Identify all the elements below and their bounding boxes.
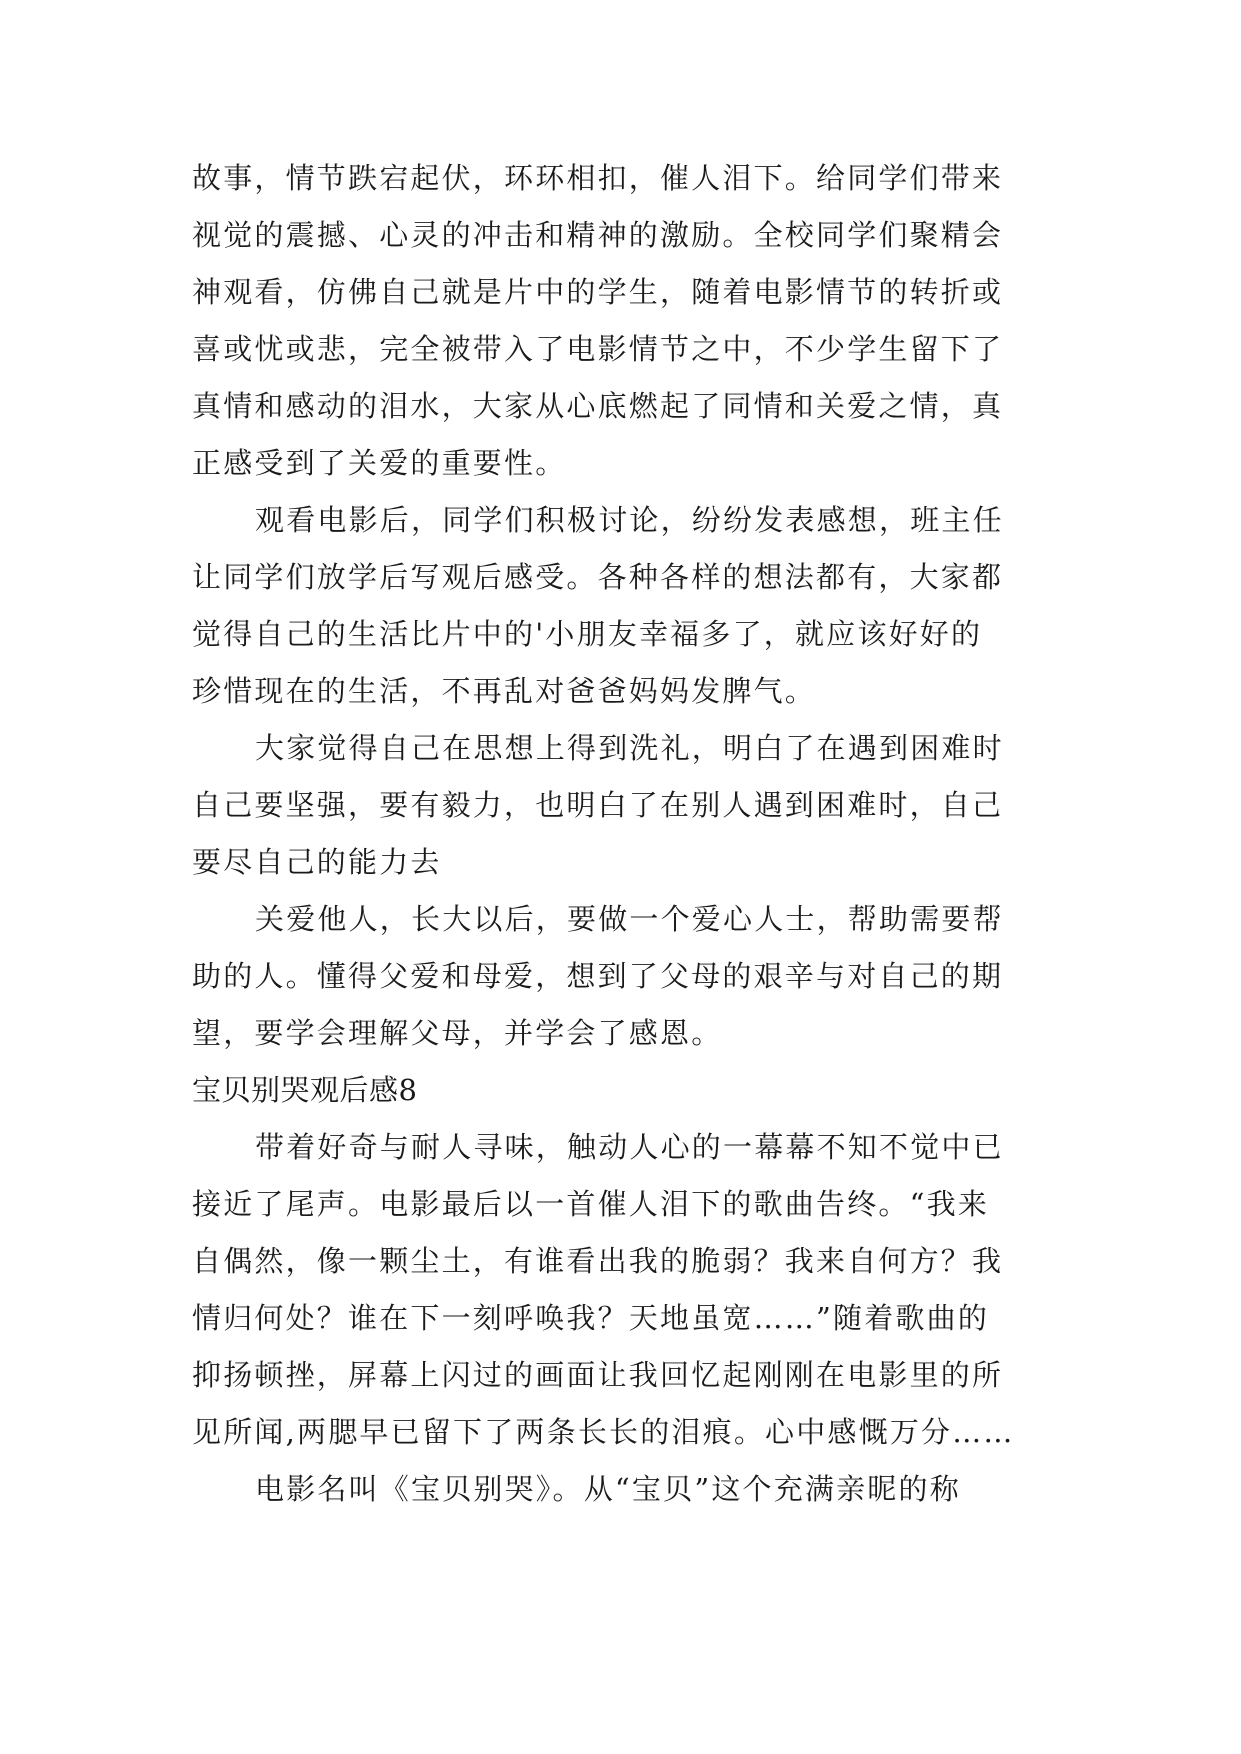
text-line: 神观看，仿佛自己就是片中的学生，随着电影情节的转折或 <box>192 275 1004 309</box>
text-line: 觉得自己的生活比片中的'小朋友幸福多了，就应该好好的 <box>192 617 983 651</box>
text-line: 喜或忧或悲，完全被带入了电影情节之中，不少学生留下了 <box>192 332 1004 366</box>
text-line: 抑扬顿挫，屏幕上闪过的画面让我回忆起刚刚在电影里的所 <box>192 1358 1004 1392</box>
paragraph-first-line: 关爱他人，长大以后，要做一个爱心人士，帮助需要帮 <box>255 902 1004 936</box>
text-line: 真情和感动的泪水，大家从心底燃起了同情和关爱之情，真 <box>192 389 1004 423</box>
paragraph-first-line: 电影名叫《宝贝别哭》。从“宝贝”这个充满亲昵的称 <box>255 1472 961 1506</box>
text-line: 自己要坚强，要有毅力，也明白了在别人遇到困难时，自己 <box>192 788 1004 822</box>
text-line: 自偶然，像一颗尘土，有谁看出我的脆弱？我来自何方？我 <box>192 1244 1004 1278</box>
text-line: 故事，情节跌宕起伏，环环相扣，催人泪下。给同学们带来 <box>192 161 1004 195</box>
text-line: 正感受到了关爱的重要性。 <box>192 446 567 480</box>
text-line: 让同学们放学后写观后感受。各种各样的想法都有，大家都 <box>192 560 1004 594</box>
paragraph-first-line: 观看电影后，同学们积极讨论，纷纷发表感想，班主任 <box>255 503 1004 537</box>
text-line: 见所闻,两腮早已留下了两条长长的泪痕。心中感慨万分…… <box>192 1415 1015 1449</box>
text-line: 望，要学会理解父母，并学会了感恩。 <box>192 1016 723 1050</box>
text-line: 要尽自己的能力去 <box>192 845 442 879</box>
text-line: 情归何处？谁在下一刻呼唤我？天地虽宽……”随着歌曲的 <box>192 1301 990 1335</box>
text-line: 视觉的震撼、心灵的冲击和精神的激励。全校同学们聚精会 <box>192 218 1004 252</box>
text-line: 助的人。懂得父爱和母爱，想到了父母的艰辛与对自己的期 <box>192 959 1004 993</box>
paragraph-first-line: 带着好奇与耐人寻味，触动人心的一幕幕不知不觉中已 <box>255 1130 1004 1164</box>
section-heading: 宝贝别哭观后感8 <box>192 1073 418 1107</box>
text-line: 接近了尾声。电影最后以一首催人泪下的歌曲告终。“我来 <box>192 1187 990 1221</box>
text-line: 珍惜现在的生活，不再乱对爸爸妈妈发脾气。 <box>192 674 817 708</box>
paragraph-first-line: 大家觉得自己在思想上得到洗礼，明白了在遇到困难时 <box>255 731 1004 765</box>
